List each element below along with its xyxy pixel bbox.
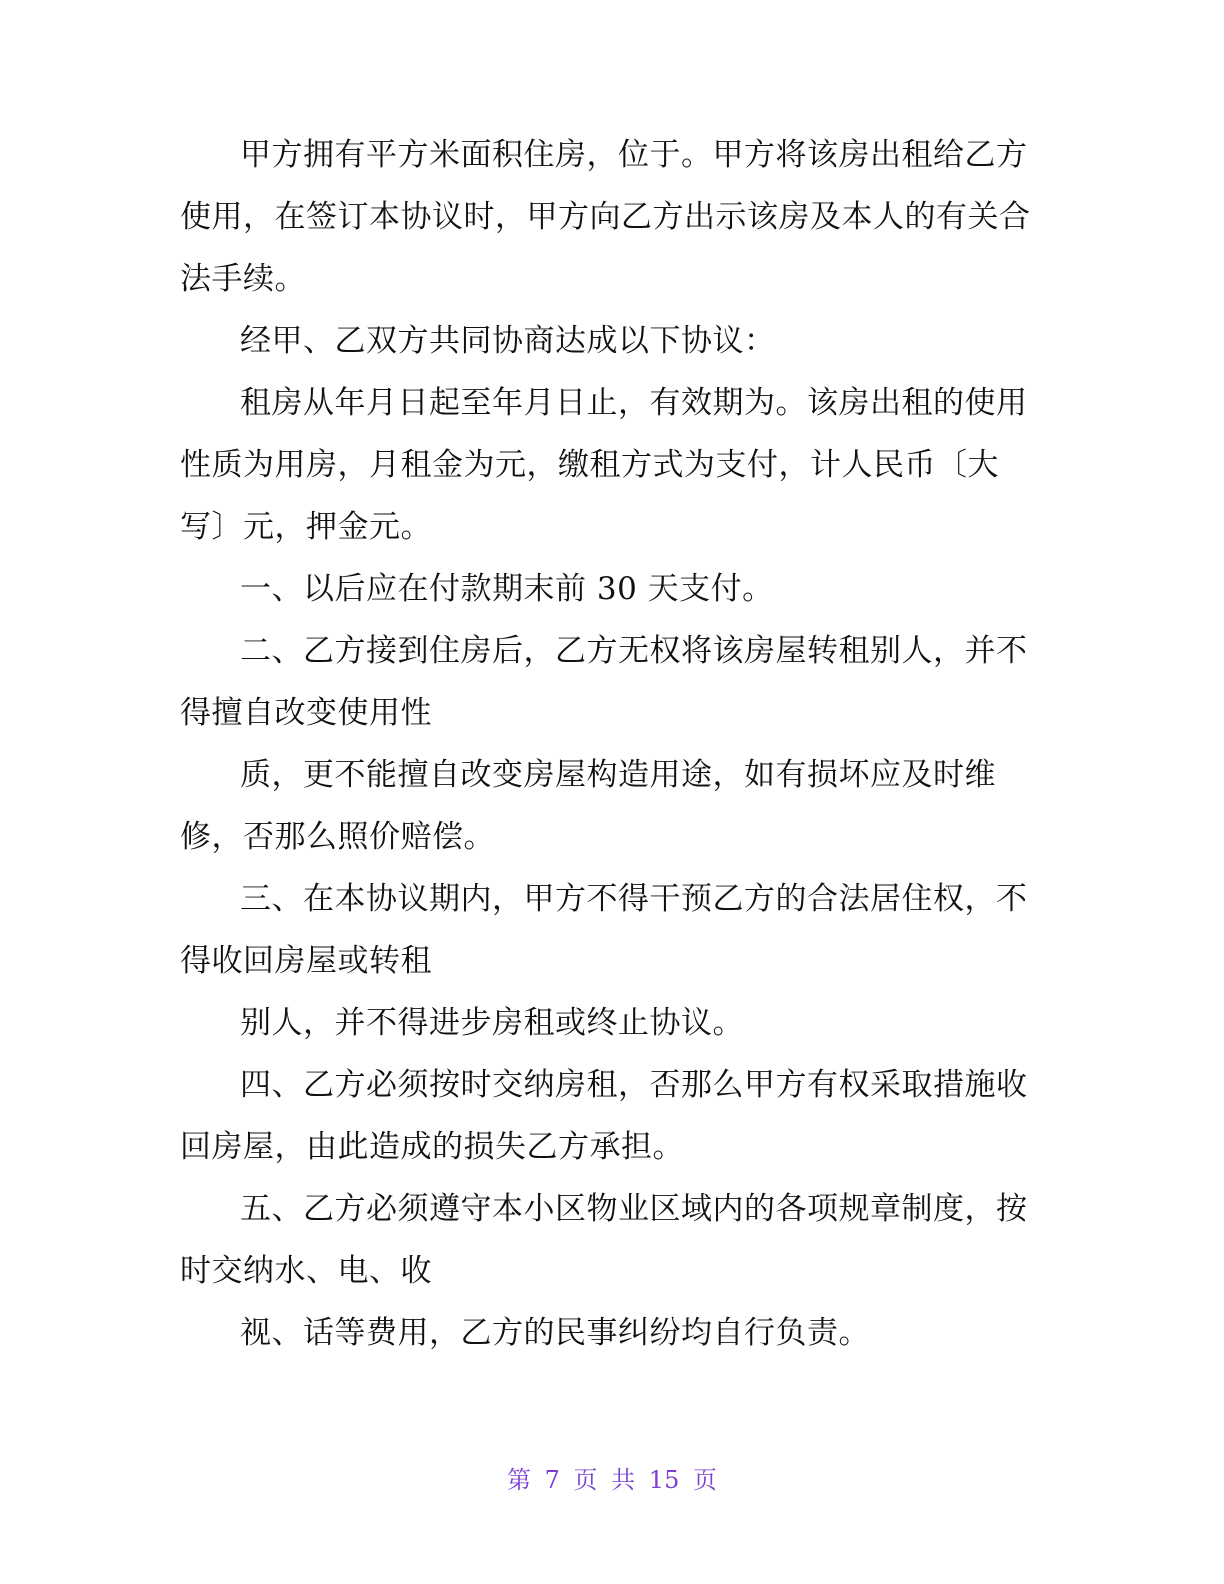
text-line: 性质为用房，月租金为元，缴租方式为支付，计人民币〔大	[180, 447, 999, 483]
page-number-footer: 第 7 页 共 15 页	[507, 1466, 717, 1494]
text-line: 一、以后应在付款期末前 30 天支付。	[240, 571, 774, 607]
text-line: 三、在本协议期内，甲方不得干预乙方的合法居住权，不	[240, 881, 1028, 917]
text-line: 四、乙方必须按时交纳房租，否那么甲方有权采取措施收	[240, 1067, 1028, 1103]
text-line: 五、乙方必须遵守本小区物业区域内的各项规章制度，按	[240, 1191, 1028, 1227]
text-line: 得收回房屋或转租	[180, 943, 432, 979]
text-line: 时交纳水、电、收	[180, 1253, 432, 1289]
text-line: 视、话等费用，乙方的民事纠纷均自行负责。	[240, 1315, 870, 1351]
text-line: 回房屋，由此造成的损失乙方承担。	[180, 1129, 684, 1165]
text-line: 写〕元，押金元。	[180, 509, 432, 545]
text-line: 修，否那么照价赔偿。	[180, 819, 495, 855]
text-line: 别人，并不得进步房租或终止协议。	[240, 1005, 744, 1041]
body-text	[180, 124, 1044, 1364]
text-line: 二、乙方接到住房后，乙方无权将该房屋转租别人，并不	[240, 633, 1028, 669]
text-line: 得擅自改变使用性	[180, 695, 432, 731]
document-body	[180, 124, 1044, 1364]
text-line: 租房从年月日起至年月日止，有效期为。该房出租的使用	[240, 385, 1028, 421]
text-line: 质，更不能擅自改变房屋构造用途，如有损坏应及时维	[240, 757, 996, 793]
text-line: 使用，在签订本协议时，甲方向乙方出示该房及本人的有关合	[180, 199, 1031, 235]
text-line: 法手续。	[180, 261, 306, 297]
text-line: 经甲、乙双方共同协商达成以下协议：	[240, 323, 776, 359]
text-line: 甲方拥有平方米面积住房，位于。甲方将该房出租给乙方	[240, 137, 1028, 173]
